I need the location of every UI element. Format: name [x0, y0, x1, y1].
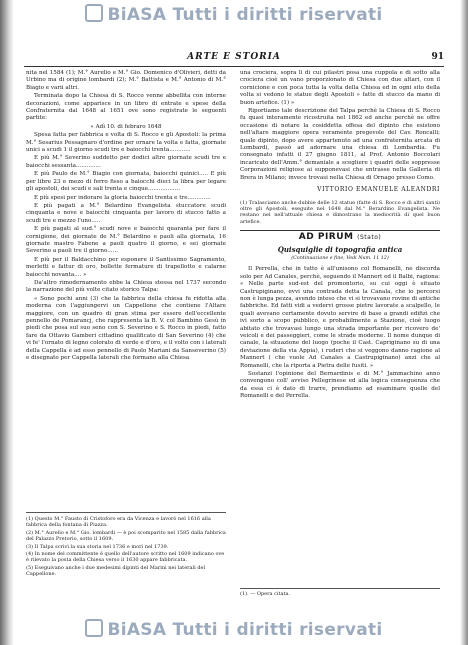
section-title [240, 234, 440, 241]
paragraph: E più per il Baldacchino per esponere il Santissimo Sagramento, merletti e fattur di oro, bollette fermature di trapellotto e calarne baiocchi novanta.... » [26, 256, 226, 278]
paragraph: Spesa fatta per fabbrica e volta di S. Rocco e gli Apostoli: la prima M.° Sesarius Pessagnaro d'ordine per ornare la volta e fatta, giornate unici a scudi 1 il giorno scudi tre e baiocchi trenta............ [26, 132, 226, 154]
footnote: (1) Questo M.° Fausto di Cristoforo era da Vicenza e lavorò nel 1616 alla fabbrica della fontana di Piazza. [26, 516, 211, 529]
scan-right-edge [460, 0, 468, 645]
running-header [24, 52, 444, 67]
paragraph: Sostanzi l'opinione del Bernardinis e di M.° Jammachino anno convengono coll' avviso Pellegrinese ed alla logica conseguenza che da essa ci è dato di trarre, prendiamo ad esaminare quelle del Romanelli e del Perrella. [240, 371, 440, 400]
paragraph: nita nel 1584 (1); M.° Aurelio e M.° Gio. Domenico d'Olivieri, detti da Urbino ma di origine lombardi (2); M.° Battista e M.° Antonio di M.° Biagio e varii altri. [26, 70, 226, 91]
paragraph: E più M.° Severino suddetto per dodici altre giornate scudi tre e baiocchi sessanta.............. [26, 155, 226, 169]
page-number: 91 [431, 52, 444, 62]
watermark-text: BiASA Tutti i diritti riservati [107, 5, 383, 25]
right-footnote: (1). — Opera citata. [240, 588, 440, 597]
footnote: (2) M.° Aurelio e M.° Gio. lombardi — è poi scomparito nel 1585 dalla fabbrica del Palazzo Pretorio, sotto il 1609. [26, 529, 226, 543]
biasa-logo-icon [85, 619, 103, 637]
paragraph-date: « Adì 10. di febraro 1648 [90, 123, 162, 130]
watermark-text: BiASA Tutti i diritti riservati [107, 620, 383, 640]
subtitle-note: (Continuazione e fine, Vedi Num. 11 12) [291, 255, 389, 261]
biasa-logo-icon [85, 4, 103, 22]
footnote: (3) Il Talpa scrivì la sua storia nel 1736 e morì nel 1739. [26, 543, 169, 550]
section-divider [240, 230, 440, 231]
paragraph: Riportiamo tale descrizione del Talpa perchè la Chiesa di S. Rocco fu quasi interamente ricostruita nel 1862 ed anche perchè ne offre occasione di notare la cosiddetta offesa del dipinto che esistono nell'altare maggiore opera veramente pregevole del Cav. Roncalli; quale dipinto, dopo avere appartenuto ad una confraternita arcata di Lombardi, passò ad adornare una chiesa di Lombardia. Fu consegnato infatti il 27 giugno 1811, al Prof. Antonio Boccolari incaricato dell'Amm.° demaniale a scegliere i quadri delle soppresse Corporazioni religiose ai supponevasi che entrasse nella Galleria di Brera in Milano; invece trovasi nella Chiesa di Ornago presso Como. [240, 108, 440, 181]
paragraph: E più Paulo de M.° Biagio con giornata, baiocchi quinici..... E più per libre 23 e mezo di ferro fisso a baiocchi dieci la libra per legare gli apostoli, dei scudi e sali trenta e cinque.................. [26, 171, 226, 193]
paragraph: Terminata dopo la Chiesa di S. Rocco venne abbellita con interne decorazioni, come appariscе in un libro di entrate e spese della Confraternita dal 1648 al 1651 ove sono registrate le seguenti partite: [26, 93, 226, 122]
author-signature: VITTORIO EMANUELE ALEANDRI [317, 186, 440, 194]
left-footnotes [26, 512, 226, 579]
scan-binding-edge [0, 0, 14, 645]
paragraph: una crociera, sopra li di cui pilastri posa una cuppola e di sotto alla crociera cioè un vano proporzionato di Chiesa con due altari, con il cornicione e con poca tutta la volta della Chiesa ed in ogni sito della volta si vedono le statue degli Apostoli » fatte di stucco da mano di buon artefice. (1) » [240, 70, 440, 106]
watermark-bottom [10, 619, 458, 640]
footnote: (4) In nome del committente è quello dell'autore scritto nel 1609 indicano ove è rilevato la posta della Chiesa verso il 1630 appare fabbricata. [26, 551, 225, 564]
left-column [26, 70, 226, 363]
section-title-text: AD PIRUM [298, 232, 354, 243]
paragraph: Il Perrella, che in tutto è all'unisono col Romanelli, ne discorda solo per Ad Canales, perchè, seguendo il Mannert ed il Balbi, ragiona: « Nelle parte sud-est del promontorio, su cui oggi è situato Castrupiginano, evvi una contrada detta la Canala, che io percorsi non è lunga pezza, avendo inteso che vi si trovavano rovine di antiche fabbriche. Ed fatti vidi a vedervi grosse pietre lavorate a scalpello, le quali avevano certamente dovuto servire di base a grandi edifizi che ivi sorto a scopo pubblico, e probabilmente a Stazione, cioè luogo abitato che trovavasi lungo una strada importante per ricovero de' veicoli e dei passeggieri, come le strade moderne. Il nome dunque di canale, la situazione del luogo (poche il Cast. Capriginano su di una deviazione della via Appia), i ruderi che si veggono danno ragione al Mannert ( che vuole Ad Canales a Castrupiginano) anzi che al Romanelli, che la riporta a Pietra delle fusiti. » [240, 266, 440, 369]
paragraph: E più spesi per indorare la gloria baiocchi trenta e tre............. [34, 194, 211, 201]
paragraph: E più pagati al sud.° scudi nove e baiocchi quaranta per fare il cornigione, dei giornate de M.° Belardino e paoli alla giornata, 16 giornate mastro Fabene a paoli quatro il giorno, e sei giornate Severino a paoli tre il giorno...... [26, 226, 226, 255]
paragraph: « Sono pochi anni (3) che la fabbrica della chiesa fu ridotta alla moderna con l'aggiungervi un Cappellone che contiene l'Altare maggiore, con un quadro di gran stima per essere dell'eccellente pennello de Pomarancj, che rappresenta la B. V. col Bambino Gesù in piedi che posa sul suo seno con S. Severino e S. Rocco in piedi, fatto fare da Ottavio Gamberi cittadino qualificato di San Severino (4) che vi fe' l'ornato di legno colorato di verde e d'oro, e il volto con i laterali della Cappella è ad esso pennello di Paolo Mariani da Sanseverino (5) e disegnato per Cappella laterali che formano alla Chiesa [26, 295, 226, 362]
article-subtitle: Quisquiglie di topografia antica [277, 244, 403, 254]
watermark-top [10, 4, 458, 25]
right-column [240, 70, 440, 402]
header-title: ARTE E STORIA [187, 52, 281, 62]
paragraph: E più pagati a M.° Belardino Evangelista stuccatore scudi cinquanta e nove e baiocchi cinquanta per lavoro di stucco fatto a scudi tre e mezzo l'uno..... [26, 202, 226, 224]
footnote: (5) Eseguivano anche i due medesimi dipinti del Marini nei laterali del Cappellone. [26, 564, 206, 578]
article-note: (1) Tralasciamo anche dubbie delle 12 statue (fatte di S. Rocco e di altri santi) oltre gli Apostoli, eseguite nel 1648 dal M.° Berardino Evangelista. Ne restano nel nell'attuale chiesa e dimostrano la mediocrità di quel buon artefice. [240, 199, 440, 225]
section-title-tag: (Stato) [357, 234, 382, 242]
paragraph: Da'altro rimodernamento ebbe la Chiesa stessa nel 1737 secondo la narrazione del più volte citato storico Talpa: [26, 279, 226, 294]
